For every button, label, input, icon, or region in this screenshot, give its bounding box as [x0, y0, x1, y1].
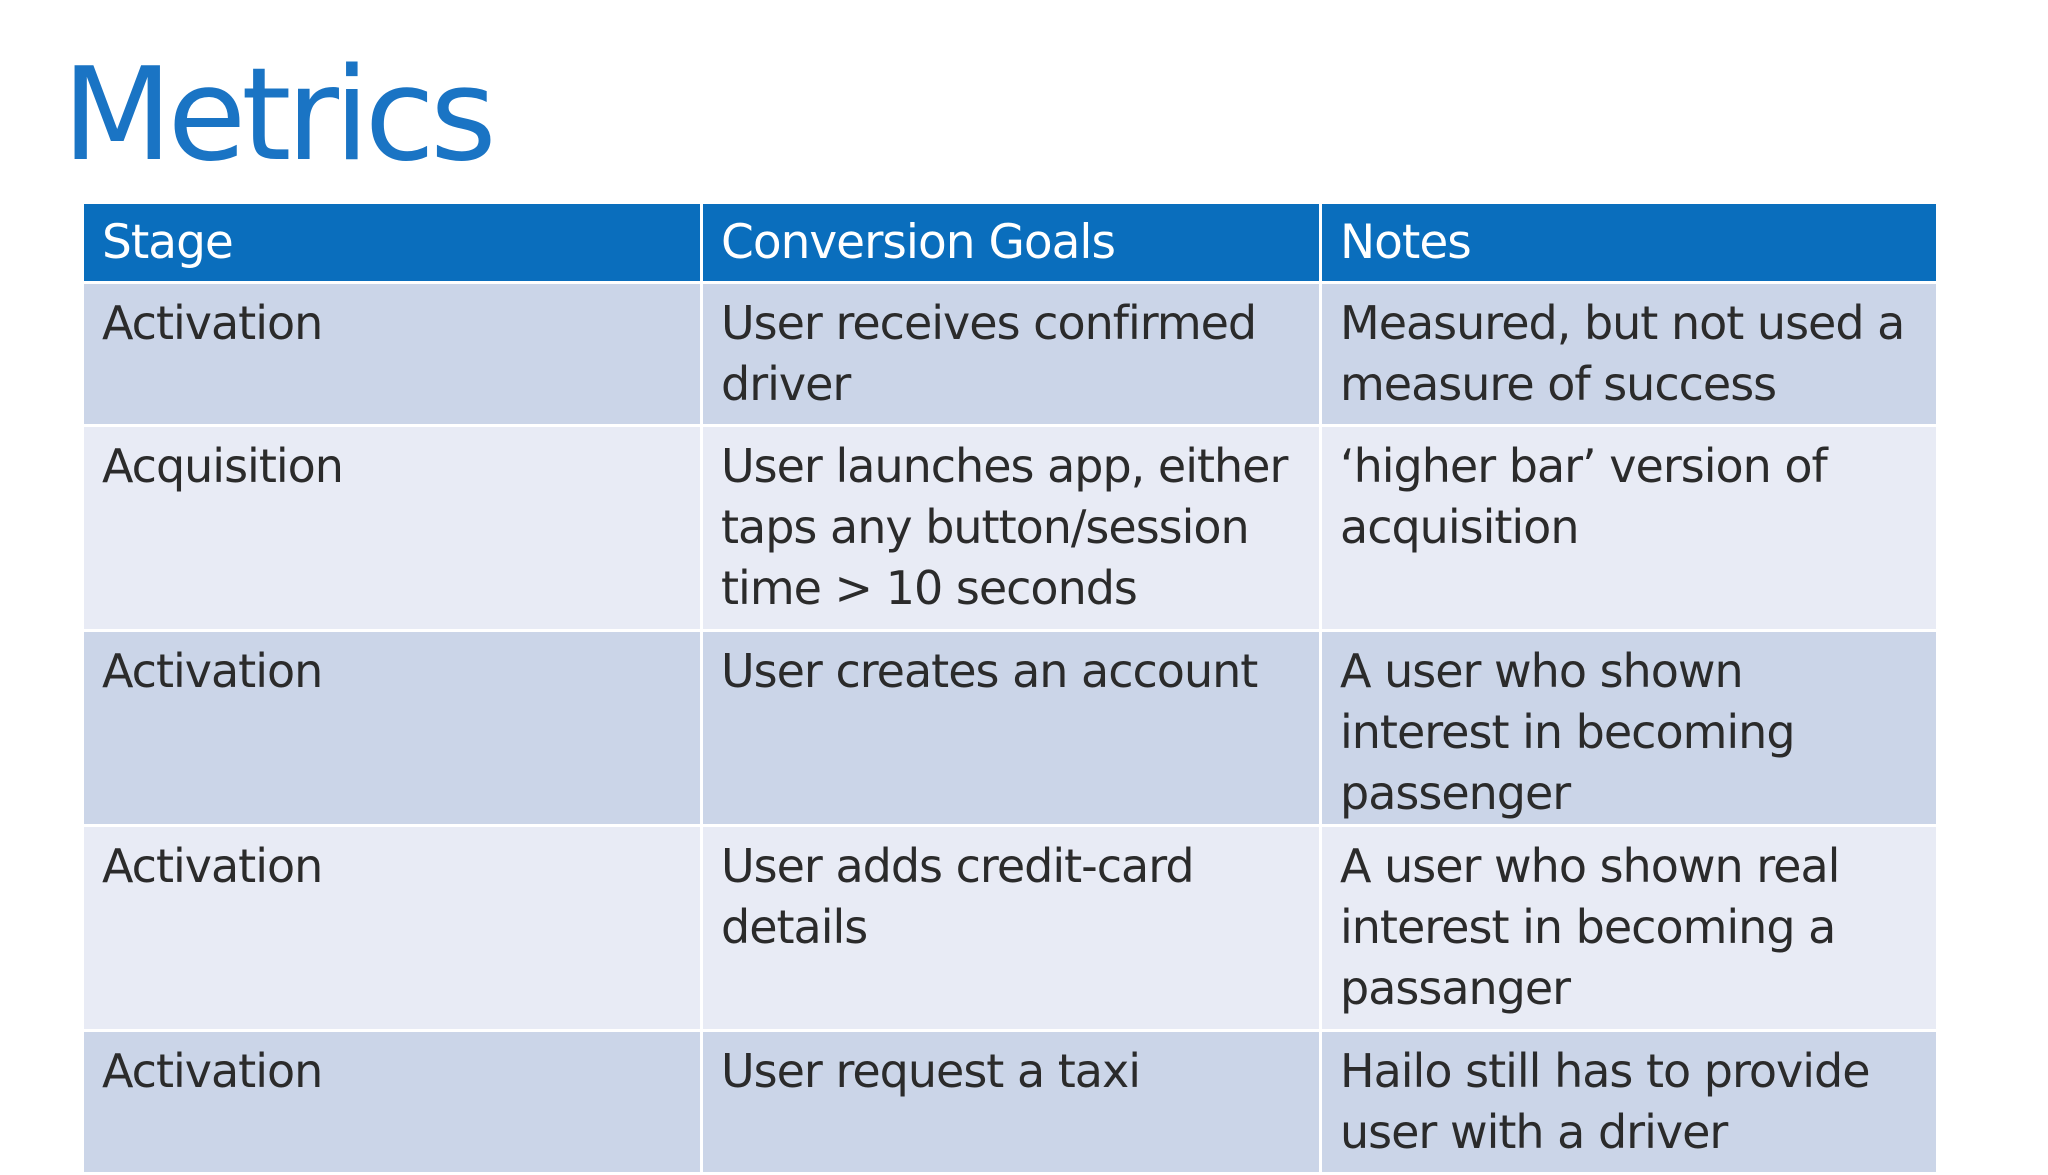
- goal-cell: User adds credit-card details: [703, 827, 1319, 1029]
- table-row: [84, 284, 1936, 424]
- table-row: [84, 427, 1936, 629]
- goal-cell: User launches app, either taps any button/session time > 10 seconds: [703, 427, 1319, 629]
- table-row: [84, 827, 1936, 1029]
- column-header-stage: Stage: [84, 204, 700, 281]
- notes-cell: A user who shown real interest in becoming a passanger: [1322, 827, 1936, 1029]
- table-row: [84, 1032, 1936, 1172]
- notes-cell: ‘higher bar’ version of acquisition: [1322, 427, 1936, 629]
- stage-cell: Acquisition: [84, 427, 700, 629]
- table-header-row: [84, 204, 1936, 281]
- stage-cell: Activation: [84, 284, 700, 424]
- goal-cell: User receives confirmed driver: [703, 284, 1319, 424]
- stage-cell: Activation: [84, 632, 700, 824]
- stage-cell: Activation: [84, 827, 700, 1029]
- notes-cell: A user who shown interest in becoming passenger: [1322, 632, 1936, 824]
- column-header-conversion-goals: Conversion Goals: [703, 204, 1319, 281]
- metrics-table: [81, 201, 1939, 1175]
- notes-cell: Measured, but not used a measure of success: [1322, 284, 1936, 424]
- slide-title: Metrics: [62, 41, 492, 190]
- table-row: [84, 632, 1936, 824]
- column-header-notes: Notes: [1322, 204, 1936, 281]
- goal-cell: User creates an account: [703, 632, 1319, 824]
- stage-cell: Activation: [84, 1032, 700, 1172]
- goal-cell: User request a taxi: [703, 1032, 1319, 1172]
- notes-cell: Hailo still has to provide user with a driver: [1322, 1032, 1936, 1172]
